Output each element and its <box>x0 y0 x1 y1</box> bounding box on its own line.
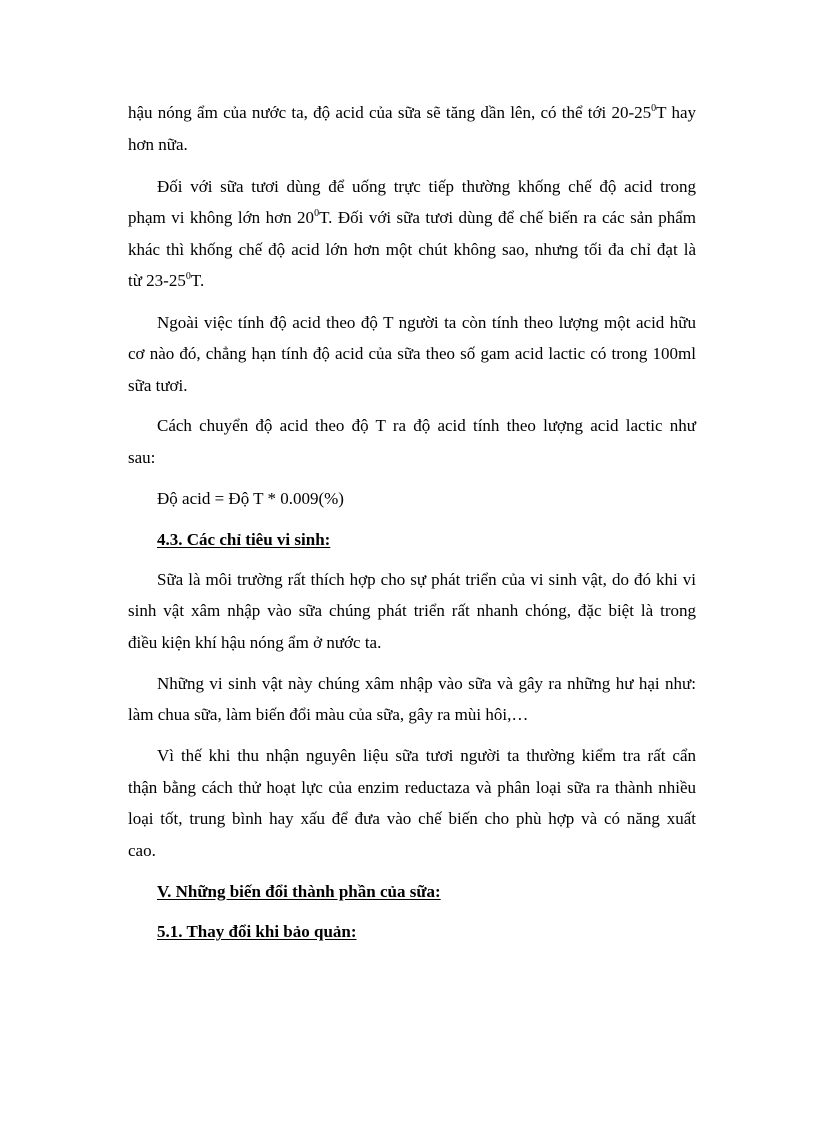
paragraph-8-line-3: cao. <box>128 841 156 860</box>
paragraph-1-line-1: phạm vi không lớn hơn $20^0T$. Đối với sữa tươi dùng để chế biến ra các sản phẩm <box>128 208 696 227</box>
paragraph-1-line-3: từ $23-25^0T$. <box>128 271 205 290</box>
paragraph-6-line-0: Sữa là môi trường rất thích hợp cho sự phát triển của vi sinh vật, do đó khi vi <box>157 570 696 589</box>
paragraph-2-line-0: Ngoài việc tính độ acid theo độ T người ta còn tính theo lượng một acid hữu <box>157 313 696 332</box>
formula-line: Độ acid = Độ T * 0.009(%) <box>157 489 344 508</box>
section-heading-4-3: 4.3. Các chỉ tiêu vi sinh: <box>157 530 331 549</box>
section-heading-5-1: 5.1. Thay đổi khi bảo quản: <box>157 922 357 941</box>
paragraph-3-line-0: Cách chuyển độ acid theo độ T ra độ acid tính theo lượng acid lactic như <box>157 416 696 435</box>
paragraph-2-line-2: sữa tươi. <box>128 376 188 395</box>
paragraph-8-line-1: thận bằng cách thử hoạt lực của enzim reductaza và phân loại sữa ra thành nhiều <box>128 778 696 797</box>
paragraph-8-line-0: Vì thế khi thu nhận nguyên liệu sữa tươi người ta thường kiểm tra rất cẩn <box>157 746 696 765</box>
paragraph-6-line-1: sinh vật xâm nhập vào sữa chúng phát triển rất nhanh chóng, đặc biệt là trong <box>128 601 696 620</box>
paragraph-2-line-1: cơ nào đó, chẳng hạn tính độ acid của sữa theo số gam acid lactic có trong 100ml <box>128 344 696 363</box>
paragraph-7-line-0: Những vi sinh vật này chúng xâm nhập vào sữa và gây ra những hư hại như: <box>157 674 696 693</box>
paragraph-0-line-0: hậu nóng ẩm của nước ta, độ acid của sữa sẽ tăng dần lên, có thể tới $20-25^0T$ hay <box>128 103 696 122</box>
paragraph-7-line-1: làm chua sữa, làm biến đổi màu của sữa, gây ra mùi hôi,… <box>128 705 529 724</box>
paragraph-8-line-2: loại tốt, trung bình hay xấu để đưa vào chế biến cho phù hợp và có năng xuất <box>128 809 696 828</box>
paragraph-1-line-0: Đối với sữa tươi dùng để uống trực tiếp thường khống chế độ acid trong <box>157 177 696 196</box>
paragraph-0-line-1: hơn nữa. <box>128 135 188 154</box>
section-heading-v: V. Những biến đổi thành phần của sữa: <box>157 882 441 901</box>
paragraph-3-line-1: sau: <box>128 448 156 467</box>
paragraph-1-line-2: khác thì khống chế độ acid lớn hơn một chút không sao, nhưng tối đa chỉ đạt là <box>128 240 696 259</box>
paragraph-6-line-2: điều kiện khí hậu nóng ẩm ở nước ta. <box>128 633 382 652</box>
